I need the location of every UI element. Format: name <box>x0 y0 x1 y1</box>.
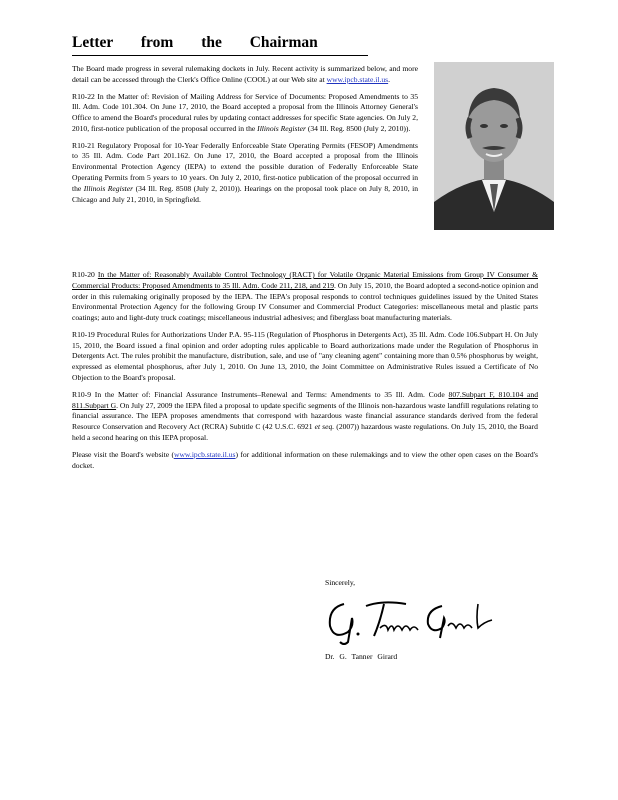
website-link[interactable]: www.ipcb.state.il.us <box>326 74 389 84</box>
wide-body <box>72 270 538 477</box>
item-r10-19: R10-19 Procedural Rules for Authorizations Under P.A. 95-115 (Regulation of Phosphorus in Detergents Act), 35 Ill. Adm. Code 106.Subpart H. On July 15, 2010, the Board issued a final opinion and order adopting rules applicable to Board authorizations made under the Regulation of Phosphorus in Detergents Act. The rules prohibit the manufacture, distribution, sale, and use of "any cleaning agent" containing more than 0.5% phosphorus by weight, expressed as elemental phosphorus, after July 1, 2010. On June 13, 2010, the Joint Committee on Administrative Rules issued a Certificate of No Objection to the Board's proposal. <box>72 329 538 383</box>
signature-name: Dr. G. Tanner Girard <box>325 652 398 661</box>
docket-id: R10-19 <box>72 329 95 339</box>
intro-paragraph: The Board made progress in several rulemaking dockets in July. Recent activity is summarized below, and more detail can be accessed through the Clerk's Office Online (COOL) at our Web site at www.ipcb.state.il.us. <box>72 64 418 84</box>
website-link[interactable]: www.ipcb.state.il.us <box>173 449 236 459</box>
docket-id: R10-20 <box>72 270 95 279</box>
docket-id: R10-21 <box>72 140 95 150</box>
letter-column <box>72 64 418 211</box>
item-r10-9: R10-9 In the Matter of: Financial Assurance Instruments–Renewal and Terms: Amendments to 35 Ill. Adm. Code 807.Subpart F, 810.104 and 811.Subpart G. On July 27, 2009 the IEPA filed a proposal to update specific segments of the Illinois non-hazardous waste landfill regulations relating to financial assurance. The IEPA proposes amendments that correspond with hazardous waste financial assurance standards derived from the federal Resource Conservation and Recovery Act (RCRA) Subtitle C (42 U.S.C. 6921 et seq. (2007)) hazardous waste regulations. On July 15, 2010, the Board held a second hearing on this IEPA proposal. <box>72 389 539 442</box>
page-title: Letter from the Chairman <box>72 34 368 56</box>
item-r10-22: R10-22 In the Matter of: Revision of Mailing Address for Service of Documents: Proposed Amendments to 35 Ill. Adm. Code 101.304. On June 17, 2010, the Board accepted a proposal from the Illinois Attorney General's Office to amend the Board's procedural rules by updating contact addresses for specific State agencies. On July 2, 2010, first-notice publication of the proposal occurred in the Illinois Register (34 Ill. Reg. 8500 (July 2, 2010)). <box>72 91 418 133</box>
item-r10-21: R10-21 Regulatory Proposal for 10-Year Federally Enforceable State Operating Permits (FESOP) Amendments to 35 Ill. Adm. Code Part 201.162. On June 17, 2010, the Board accepted a proposal from the Illinois Environmental Protection Agency (IEPA) to extend the possible duration of Federally Enforceable State Operating Permits from 5 years to 10 years. On July 2, 2010, first-notice publication of the proposal occurred in the Illinois Register (34 Ill. Reg. 8508 (July 2, 2010)). Hearings on the proposal took place on July 8, 2010, in Chicago and July 21, 2010, in Springfield. <box>72 140 418 204</box>
signature-image <box>322 592 502 647</box>
signoff: Sincerely, <box>325 578 356 587</box>
docket-id: R10-22 <box>72 91 95 101</box>
docket-id: R10-9 <box>72 389 91 399</box>
chairman-photo <box>434 62 554 230</box>
item-r10-20: R10-20 In the Matter of: Reasonably Available Control Technology (RACT) for Volatile Organic Material Emissions from Group IV Consumer & Commercial Products: Proposed Amendments to 35 Ill. Adm. Code 211, 218, and 219. On July 15, 2010, the Board adopted a second-notice opinion and order in this rulemaking originally proposed by the IEPA. The IEPA's proposal responds to control techniques guidelines issued by the United States Environmental Protection Agency for the following Group IV Consumer and Commercial Product Categories: miscellaneous metal and plastic parts coatings; auto and light-duty truck coatings; miscellaneous industrial adhesives; and fiberglass boat manufacturing materials. <box>72 270 538 323</box>
intro-text: The Board made progress in several rulemaking dockets in July. Recent activity is summarized below, and more detail can be accessed through the Clerk's Office Online (COOL) at our Web site at <box>72 64 418 84</box>
closing-paragraph: Please visit the Board's website (www.ipcb.state.il.us) for additional information on these rulemakings and to view the other open cases on the Board's docket. <box>72 449 538 470</box>
